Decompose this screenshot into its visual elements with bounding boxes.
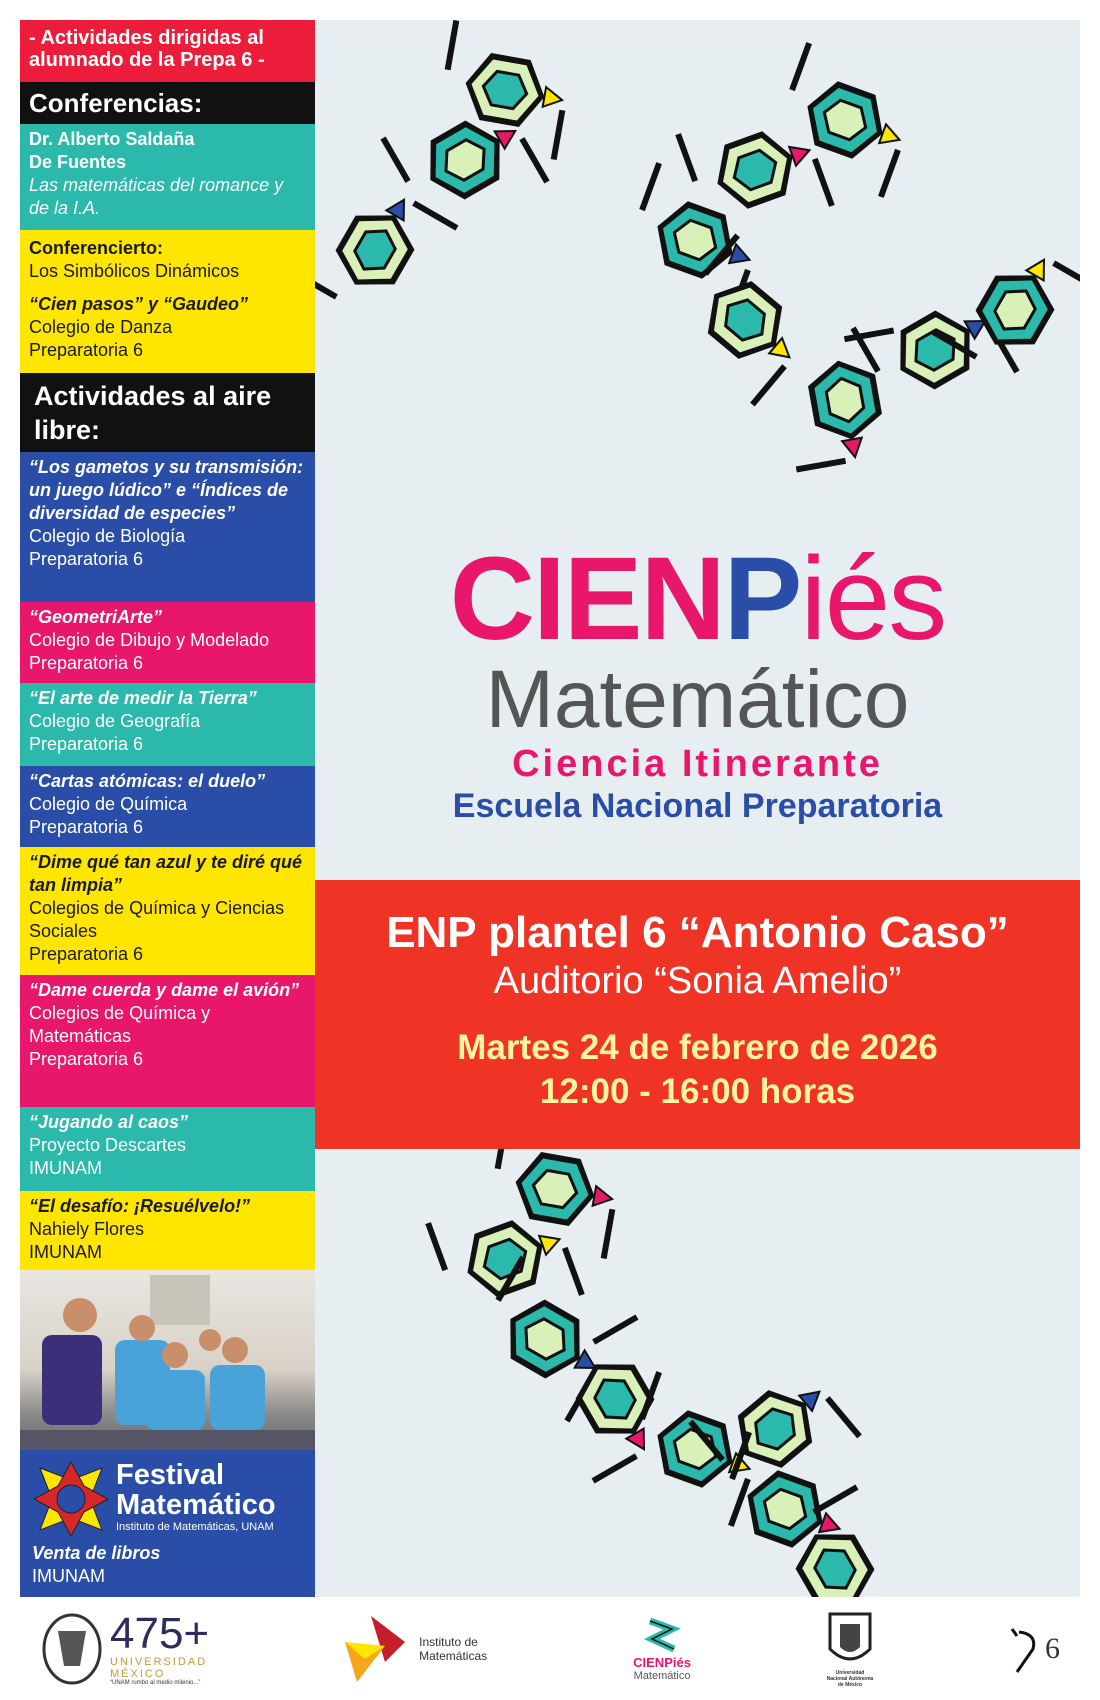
conferences-header: Conferencias: bbox=[20, 82, 315, 124]
unam-475-logo bbox=[40, 1608, 210, 1687]
intro-banner bbox=[20, 20, 315, 82]
activity-org: Colegio de Geografía bbox=[29, 711, 201, 731]
book-sale: Venta de libros bbox=[32, 1543, 161, 1563]
activity-school: Preparatoria 6 bbox=[29, 653, 144, 673]
festival-sub: Instituto de Matemáticas, UNAM bbox=[116, 1521, 274, 1533]
festival-name: Festival bbox=[116, 1459, 224, 1491]
activity-org: Colegios de Química y Ciencias Sociales bbox=[29, 898, 285, 941]
subtitle: Ciencia Itinerante bbox=[512, 743, 883, 785]
people-photo-illustration bbox=[20, 1270, 315, 1450]
activity-title: “Dame cuerda y dame el avión” bbox=[29, 980, 300, 1000]
im-logo bbox=[343, 1614, 499, 1684]
activity-title: “El desafío: ¡Resuélvelo!” bbox=[29, 1196, 251, 1216]
unam-475: 475+ bbox=[110, 1608, 210, 1658]
activity-item bbox=[20, 766, 315, 847]
centipede-segment bbox=[315, 168, 457, 332]
speaker: De Fuentes bbox=[29, 152, 127, 172]
activity-title: “Jugando al caos” bbox=[29, 1112, 189, 1132]
activity-title: “Dime qué tan azul y te diré qué tan limpia” bbox=[29, 852, 303, 895]
centipede-segment bbox=[768, 43, 922, 197]
activity-school: IMUNAM bbox=[29, 1158, 102, 1178]
activity-item bbox=[20, 1107, 315, 1191]
group: Los Simbólicos Dinámicos bbox=[29, 261, 240, 281]
footer-logos bbox=[20, 1597, 1080, 1700]
intro-text: - Actividades dirigidas al alumnado de la Prepa 6 - bbox=[29, 27, 265, 71]
activity-school: Preparatoria 6 bbox=[29, 944, 144, 964]
unam-logo bbox=[825, 1609, 875, 1688]
activity-org: Nahiely Flores bbox=[29, 1219, 145, 1239]
venue: ENP plantel 6 “Antonio Caso” bbox=[386, 908, 1009, 957]
room: Auditorio “Sonia Amelio” bbox=[493, 960, 902, 1002]
outdoor-header: Actividades al aire libre: bbox=[20, 373, 315, 452]
prepa6-logo bbox=[1009, 1624, 1060, 1674]
activity-item bbox=[20, 602, 315, 683]
activity-item bbox=[20, 1191, 315, 1270]
title: “Cien pasos” y “Gaudeo” bbox=[29, 294, 249, 314]
activity-org: Colegio de Dibujo y Modelado bbox=[29, 630, 270, 650]
prepa6-number: 6 bbox=[1044, 1631, 1060, 1665]
date: Martes 24 de febrero de 2026 bbox=[457, 1028, 938, 1067]
activity-school: Preparatoria 6 bbox=[29, 734, 144, 754]
festival-box bbox=[20, 1450, 315, 1597]
title-ies: iés bbox=[800, 533, 946, 665]
activity-school: Preparatoria 6 bbox=[29, 1049, 144, 1069]
cienpies-name: CIENPiés bbox=[633, 1655, 691, 1670]
activity-school: Preparatoria 6 bbox=[29, 817, 144, 837]
unam-475-motto: “UNAM rumbo al medio milenio...” bbox=[110, 1679, 201, 1686]
im-triangles-icon bbox=[343, 1614, 413, 1684]
activity-org: Colegio de Biología bbox=[29, 526, 186, 546]
activity-org: Colegio de Química bbox=[29, 794, 188, 814]
event-title bbox=[315, 533, 1080, 826]
cienpies-sub: Matemático bbox=[633, 1670, 691, 1682]
activity-item bbox=[20, 975, 315, 1107]
event-details bbox=[315, 880, 1080, 1149]
activity-school: IMUNAM bbox=[29, 1242, 102, 1262]
activity-school: Preparatoria 6 bbox=[29, 549, 144, 569]
unam-475-sub: UNIVERSIDAD MÉXICO bbox=[110, 1655, 208, 1680]
talk-title: Las matemáticas del romance y de la I.A. bbox=[29, 175, 284, 218]
team-photo bbox=[20, 1270, 315, 1450]
time: 12:00 - 16:00 horas bbox=[539, 1072, 856, 1111]
speaker: Dr. Alberto Saldaña bbox=[29, 129, 195, 149]
title-p: P bbox=[723, 533, 801, 665]
school: Preparatoria 6 bbox=[29, 340, 144, 360]
activity-title: “Cartas atómicas: el duelo” bbox=[29, 771, 266, 791]
sidebar bbox=[20, 20, 315, 1597]
label: Conferencierto: bbox=[29, 238, 164, 258]
activity-item bbox=[20, 452, 315, 602]
activity-title: “GeometriArte” bbox=[29, 607, 163, 627]
festival-name: Matemático bbox=[116, 1489, 276, 1521]
conference-2 bbox=[20, 230, 315, 373]
activity-title: “Los gametos y su transmisión: un juego lúdico” e “Índices de diversidad de especies” bbox=[29, 457, 304, 523]
unam-shield-icon bbox=[40, 1611, 104, 1687]
activity-item bbox=[20, 847, 315, 975]
festival-logo-icon bbox=[32, 1460, 110, 1538]
subtitle-school: Escuela Nacional Preparatoria bbox=[452, 787, 943, 825]
unam-eagle-shield-icon bbox=[825, 1609, 875, 1669]
centipede-segment bbox=[775, 330, 914, 469]
cienpies-logo bbox=[633, 1615, 691, 1682]
org: Colegio de Danza bbox=[29, 317, 173, 337]
centipede-top-illustration bbox=[315, 20, 1080, 520]
centipede-bottom-illustration bbox=[315, 1149, 1080, 1597]
title-matematico: Matemático bbox=[485, 654, 910, 745]
prepa6-mark-icon bbox=[1009, 1624, 1039, 1674]
title-cien: CIEN bbox=[449, 533, 724, 665]
unam-name: Universidad Nacional Autónoma de México bbox=[826, 1670, 874, 1688]
activity-item bbox=[20, 683, 315, 766]
im-name: Instituto de Matemáticas bbox=[419, 1634, 488, 1663]
activity-title: “El arte de medir la Tierra” bbox=[29, 688, 257, 708]
activity-org: Proyecto Descartes bbox=[29, 1135, 187, 1155]
book-sale-org: IMUNAM bbox=[32, 1566, 105, 1586]
activity-org: Colegios de Química y Matemáticas bbox=[29, 1003, 211, 1046]
cienpies-mini-icon bbox=[642, 1615, 682, 1655]
main-poster bbox=[315, 20, 1080, 1597]
conference-1 bbox=[20, 124, 315, 230]
